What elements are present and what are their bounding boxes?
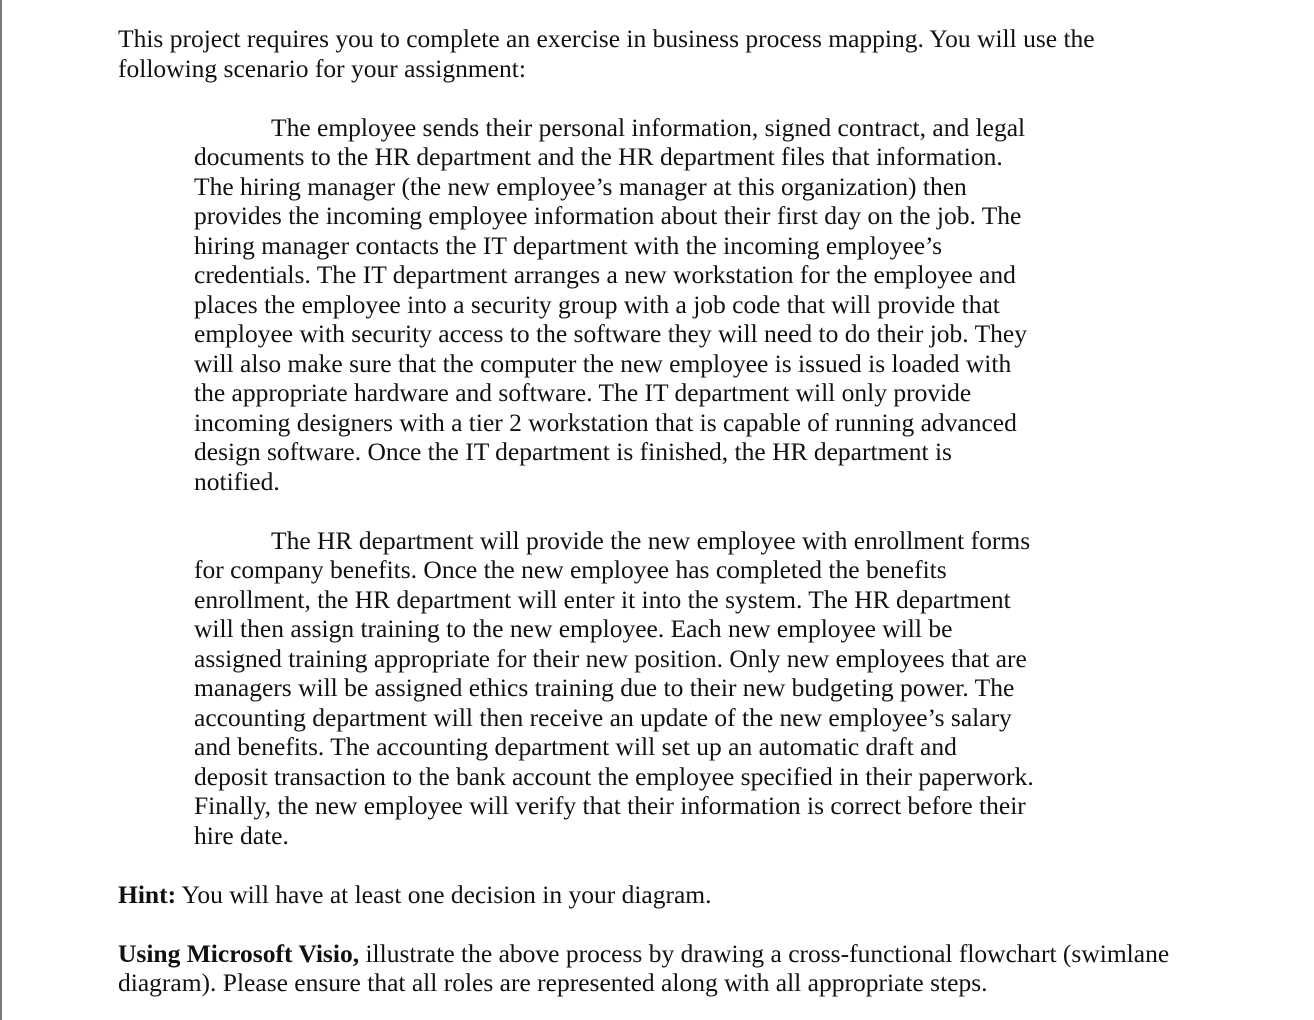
scenario-line: provides the incoming employee information about their first day on the job. The	[194, 201, 1022, 230]
instruction-bold: Using Microsoft Visio,	[118, 938, 360, 968]
scenario-line: will also make sure that the computer the new employee is issued is loaded with	[194, 348, 1012, 378]
instruction-line-1-rest: illustrate the above process by drawing a cross-functional flowchart (swimlane	[359, 938, 1170, 968]
intro-line: This project requires you to complete an exercise in business process mapping. You will use the	[118, 24, 1095, 53]
scenario-line: accounting department will then receive an update of the new employee’s salary	[194, 702, 1012, 732]
intro-paragraph	[118, 24, 1238, 83]
scenario-line: employee with security access to the software they will need to do their job. They	[194, 319, 1027, 348]
scenario-line: enrollment, the HR department will enter it into the system. The HR department	[194, 584, 1011, 614]
scenario-line: design software. Once the IT department is finished, the HR department is	[194, 437, 952, 466]
instruction-line-1	[118, 939, 1238, 969]
scenario-line: The HR department will provide the new employee with enrollment forms	[271, 525, 1031, 555]
scenario-line: will then assign training to the new employee. Each new employee will be	[194, 614, 953, 643]
scenario-line: the appropriate hardware and software. The IT department will only provide	[194, 378, 972, 407]
hint-paragraph	[118, 880, 1238, 910]
scenario-line: Finally, the new employee will verify that their information is correct before their	[194, 791, 1026, 820]
page-left-edge	[0, 0, 2, 1020]
scenario-line: hiring manager contacts the IT department with the incoming employee’s	[194, 230, 943, 260]
instruction-line-2: diagram). Please ensure that all roles are represented along with all appropriate steps.	[118, 968, 988, 997]
scenario-line: assigned training appropriate for their new position. Only new employees that are	[194, 643, 1027, 673]
scenario-line: places the employee into a security group with a job code that will provide that	[194, 289, 1000, 319]
scenario-line: documents to the HR department and the HR department files that information.	[194, 142, 1003, 171]
hint-label: Hint:	[118, 879, 177, 909]
scenario-line: and benefits. The accounting department will set up an automatic draft and	[194, 732, 957, 761]
intro-line: following scenario for your assignment:	[118, 53, 526, 83]
scenario-paragraph-1	[194, 113, 1194, 497]
scenario-line: hire date.	[194, 820, 289, 850]
document-body	[118, 24, 1238, 998]
scenario-line: for company benefits. Once the new employee has completed the benefits	[194, 555, 947, 584]
scenario-line: credentials. The IT department arranges a new workstation for the employee and	[194, 260, 1016, 289]
scenario-line: The employee sends their personal information, signed contract, and legal	[271, 112, 1026, 142]
scenario-line: deposit transaction to the bank account the employee specified in their paperwork.	[194, 761, 1034, 791]
scenario-line: incoming designers with a tier 2 workstation that is capable of running advanced	[194, 407, 1017, 437]
instruction-paragraph	[118, 939, 1238, 998]
scenario-line: notified.	[194, 466, 280, 496]
scenario-line: The hiring manager (the new employee’s manager at this organization) then	[194, 171, 967, 201]
hint-text: You will have at least one decision in your diagram.	[176, 879, 712, 909]
scenario-paragraph-2	[194, 526, 1194, 851]
scenario-line: managers will be assigned ethics training due to their new budgeting power. The	[194, 673, 1015, 702]
